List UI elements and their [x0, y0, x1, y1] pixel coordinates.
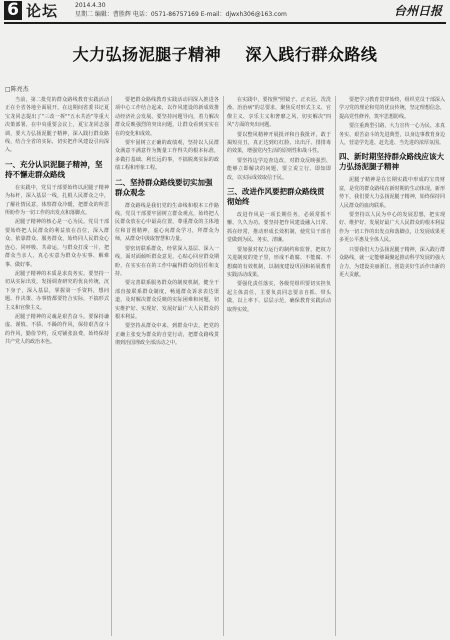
paragraph: 要坚持从群众中来、到群众中去，把党的正确主张变为群众的自觉行动，把群众路线贯彻到治国理政全部活动之中。	[115, 323, 219, 347]
paragraph: 要把群众路线教育实践活动同深入推进各项中心工作结合起来，以作风建设的新成效推动经济社会发展。要坚持问题导向，着力解决群众反映强烈的突出问题，让群众看到实实在在的变化和成效。	[115, 97, 219, 137]
paragraph: 要注重典型引路，大力宣传一心为民、求真务实、艰苦奋斗的先进典型，以身边事教育身边人，营造学先进、赶先进、当先进的浓厚氛围。	[339, 123, 445, 147]
paper-name: 台州日报	[393, 4, 442, 18]
paragraph: 要密切联系群众，经常深入基层、深入一线，面对面倾听群众意见，心贴心回应群众期盼，在实实在在的工作中赢得群众的信任和支持。	[115, 245, 219, 277]
paragraph: 要牢固树立正确的政绩观，坚持以人民群众满意不满意作为衡量工作得失的根本标准，多做打基础、利长远的事，不搞脱离实际的政绩工程和形象工程。	[115, 140, 219, 172]
paragraph: 泥腿子精神的核心是一心为民。党员干部要始终把人民群众的利益放在首位，深入群众、依靠群众、服务群众，始终同人民群众心连心、同呼吸、共命运，与群众打成一片，把群众当亲人，真心实意为群众办实事、解难事、做好事。	[5, 219, 109, 268]
paragraph: 要加强对权力运行的制约和监督，把权力关进制度的笼子里，形成不敢腐、不能腐、不想腐的有效机制，以制度建设巩固和拓展教育实践活动成果。	[227, 246, 331, 278]
section-subhead: 四、新时期坚持群众路线应该大力弘扬泥腿子精神	[339, 152, 444, 172]
article-column-4	[339, 96, 445, 636]
column-divider	[111, 96, 112, 636]
article-column-3	[227, 96, 331, 636]
byline: □陈亮杰	[5, 86, 29, 93]
headline: 大力弘扬泥腿子精神 深入践行群众路线	[72, 45, 378, 64]
masthead	[0, 0, 450, 22]
masthead-rule	[4, 22, 446, 24]
section-subhead: 二、坚持群众路线要切实加强群众观念	[115, 177, 213, 197]
paragraph: 当前，第二批党的群众路线教育实践活动正在全省各地全面展开。在这期间省委书记夏宝龙同志提出了"三改一拆""五水共治"等重大决策部署，在中央重要会议上，夏宝龙同志强调，要大力弘扬泥腿子精神，深入践行群众路线，结合全省的实际，切实把作风建设引向深入。	[5, 97, 109, 154]
paragraph: 泥腿子精神的灵魂是艰苦奋斗。要保持谦虚、谨慎、不骄、不躁的作风，保持艰苦奋斗的作风，勤俭节约，反对铺张浪费，始终保持共产党人的政治本色。	[5, 313, 109, 346]
section-subhead: 三、改进作风要把群众路线贯彻始终	[227, 187, 325, 207]
column-divider	[223, 96, 224, 636]
issue-date: 2014.4.30	[75, 2, 106, 9]
section-subhead: 一、充分认识泥腿子精神，坚持不懈走群众路线	[5, 159, 103, 179]
paragraph: 群众路线是我们党的生命线和根本工作路线。党员干部要牢固树立群众观点，始终把人民群众放在心中最高位置，尊重群众的主体地位和首创精神，虚心向群众学习，拜群众为师，从群众中汲取智慧和力量。	[115, 202, 219, 243]
editor-contact: 星期二 编辑：曹胜辉 电话：0571-86757169 E-mail：djwxh306@163.com	[75, 11, 287, 18]
column-divider	[335, 96, 336, 636]
paragraph: 要强化责任落实，各级党组织要切实担负起主体责任，主要负责同志要亲自抓、带头做，以上率下、层层示范，确保教育实践活动取得实效。	[227, 281, 331, 313]
page-number: 6	[4, 1, 22, 20]
paragraph: 在实践中，要按照"照镜子、正衣冠、洗洗澡、治治病"的总要求，聚焦反对形式主义、官僚主义、享乐主义和奢靡之风，切实解决"四风"方面的突出问题。	[227, 97, 331, 129]
paragraph: 要坚持以人民为中心的发展思想，把实现好、维护好、发展好最广大人民群众的根本利益作为一切工作的出发点和落脚点，让发展成果更多更公平惠及全体人民。	[339, 212, 445, 244]
paragraph: 在实践中，党员干部要始终以泥腿子精神为标杆，深入基层一线，扎根人民群众之中，了解社情民意，体察群众冷暖，把群众的所思所盼作为一切工作的出发点和落脚点。	[5, 184, 109, 217]
paragraph: 要以整风精神开展批评和自我批评，敢于揭短亮丑，真正达到红红脸、出出汗、排排毒的效果，增强党内生活的原则性和战斗性。	[227, 131, 331, 155]
paragraph: 泥腿子精神的本质是求真务实。要坚持一切从实际出发，发扬调查研究的优良传统，沉下身子，深入基层，掌握第一手资料，想问题、作决策、办事情都要符合实际，不搞形式主义和官僚主义。	[5, 270, 109, 311]
article-column-1	[5, 96, 109, 636]
article-column-2	[115, 96, 219, 636]
paragraph: 改进作风是一项长期任务，必须常抓不懈、久久为功。要坚持把作风建设融入日常、抓在经常，推动形成长效机制，使党员干部自觉做到为民、务实、清廉。	[227, 212, 331, 244]
paragraph: 只要我们大力弘扬泥腿子精神，深入践行群众路线，就一定能够凝聚起推动科学发展的强大合力，为建设美丽浙江、创造美好生活作出新的更大贡献。	[339, 246, 445, 278]
paragraph: 要把学习教育贯穿始终，组织党员干部深入学习党的理论和党的优良传统，坚定理想信念，提高党性修养，筑牢思想防线。	[339, 97, 445, 120]
section-title: 论坛	[26, 2, 59, 20]
paragraph: 要坚持边学边查边改，对群众反映强烈、能够立即解决的问题，要立说立行、即知即改，以实际成效取信于民。	[227, 157, 331, 181]
paragraph: 要完善联系服务群众的制度机制，健全干部直接联系群众制度，畅通群众诉求表达渠道，及时解决群众反映的实际困难和问题，切实维护好、实现好、发展好最广大人民群众的根本利益。	[115, 280, 219, 320]
paragraph: 泥腿子精神是在长期实践中形成的宝贵财富，是党的群众路线在新时期的生动体现。新形势下，我们要大力弘扬泥腿子精神，始终保持同人民群众的血肉联系。	[339, 177, 445, 209]
